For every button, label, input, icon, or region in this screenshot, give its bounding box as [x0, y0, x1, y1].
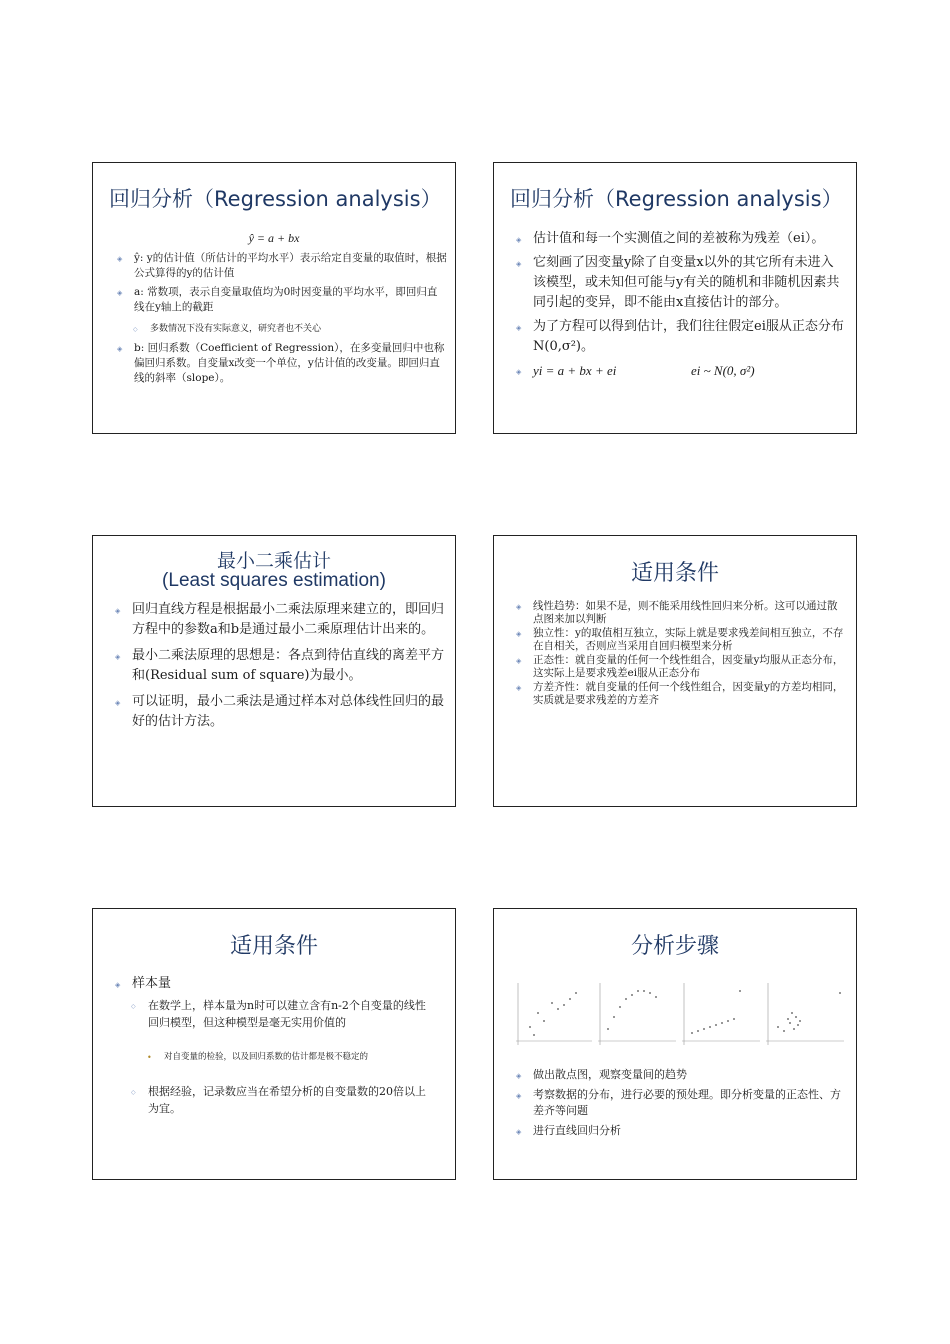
slide-2	[493, 162, 857, 434]
slide-title: 最小二乘估计	[216, 550, 331, 572]
sub-sub-bullet-list	[147, 1051, 437, 1064]
slide-title: 回归分析（Regression analysis）	[510, 187, 843, 211]
bullet-list	[115, 600, 445, 732]
list-item: ◈ 方差齐性：就自变量的任何一个线性组合，因变量y的方差均相同，实质就是要求残差的方差齐	[516, 681, 846, 706]
bullet-list	[516, 229, 846, 382]
scatter-plot-4	[766, 983, 844, 1045]
list-item: ◈ 考察数据的分布，进行必要的预处理。即分析变量的正态性、方差齐等问题	[516, 1087, 846, 1119]
bullet-list	[516, 600, 846, 706]
slide-title: 回归分析（Regression analysis）	[109, 187, 442, 211]
list-item: • 对自变量的检验，以及回归系数的估计都是极不稳定的	[147, 1051, 437, 1064]
sub-bullet-list	[133, 323, 443, 335]
scatter-points-3	[691, 990, 741, 1034]
slide-1	[92, 162, 456, 434]
list-item: ◈ 正态性：就自变量的任何一个线性组合，因变量y均服从正态分布，这实际上是要求残差ei服从正态分布	[516, 654, 846, 679]
residual-formula: yi = a + bx + ei	[533, 363, 617, 378]
scatter-plot-2	[598, 983, 676, 1045]
list-item: ◈ b: 回归系数（Coefficient of Regression），在多变量回归中也称偏回归系数。自变量x改变一个单位，y估计值的改变量。即回归直线的斜率（slope）。	[117, 341, 447, 386]
list-item: ◈ 为了方程可以得到估计，我们往往假定ei服从正态分布N(0,σ²)。	[516, 317, 846, 357]
sub-bullet-list	[131, 997, 431, 1031]
list-item: ◇ 在数学上，样本量为n时可以建立含有n-2个自变量的线性回归模型，但这种模型是毫无实用价值的	[131, 997, 431, 1031]
list-item	[516, 361, 846, 382]
list-item: ◈ 独立性：y的取值相互独立，实际上就是要求残差间相互独立，不存在自相关，否则应当采用自回归模型来分析	[516, 627, 846, 652]
list-item: ◈ 做出散点图，观察变量间的趋势	[516, 1067, 846, 1083]
list-item: ◈ 进行直线回归分析	[516, 1123, 846, 1139]
slide-subtitle: (Least squares estimation)	[162, 570, 386, 591]
list-item: ◈ 估计值和每一个实测值之间的差被称为残差（ei）。	[516, 229, 846, 249]
slide-4	[493, 535, 857, 807]
slide-6	[493, 908, 857, 1180]
scatter-plot-1	[516, 983, 592, 1045]
bullet-list	[117, 251, 447, 317]
bullet-list	[117, 341, 447, 386]
list-item: ◈ 线性趋势：如果不是，则不能采用线性回归来分析。这可以通过散点图来加以判断	[516, 600, 846, 625]
scatter-points-4	[777, 992, 841, 1032]
sub-bullet-list	[131, 1083, 431, 1117]
list-item: ◈ 最小二乘法原理的思想是：各点到待估直线的离差平方和(Residual sum of square)为最小。	[115, 646, 445, 686]
list-item: ◈ 样本量	[115, 975, 445, 993]
slide-5	[92, 908, 456, 1180]
slide-title: 分析步骤	[630, 934, 719, 959]
list-item: ◈ a: 常数项，表示自变量取值均为0时因变量的平均水平，即回归直线在y轴上的截距	[117, 285, 447, 315]
list-item: ◈ 它刻画了因变量y除了自变量x以外的其它所有未进入该模型，或未知但可能与y有关的随机和非随机因素共同引起的变异，即不能由x直接估计的部分。	[516, 253, 846, 313]
slide-title: 适用条件	[630, 561, 719, 586]
list-item: ◇ 根据经验，记录数应当在希望分析的自变量数的20倍以上为宜。	[131, 1083, 431, 1117]
bullet-list	[115, 975, 445, 993]
list-item: ◇ 多数情况下没有实际意义，研究者也不关心	[133, 323, 443, 335]
residual-distribution: ei ~ N(0, σ²)	[691, 363, 755, 378]
bullet-list	[516, 1067, 846, 1139]
slide-3	[92, 535, 456, 807]
scatter-points-2	[607, 990, 657, 1030]
list-item: ◈ 回归直线方程是根据最小二乘法原理来建立的，即回归方程中的参数a和b是通过最小二乘原理估计出来的。	[115, 600, 445, 640]
scatter-plot-examples	[494, 979, 857, 1059]
list-item: ◈ ŷ: y的估计值（所估计的平均水平）表示给定自变量的取值时，根据公式算得的y的估计值	[117, 251, 447, 281]
scatter-points-1	[529, 992, 577, 1036]
slide-title: 适用条件	[229, 934, 318, 959]
regression-formula: ŷ = a + bx	[248, 231, 300, 245]
scatter-plot-3	[682, 983, 760, 1045]
list-item: ◈ 可以证明，最小二乘法是通过样本对总体线性回归的最好的估计方法。	[115, 692, 445, 732]
